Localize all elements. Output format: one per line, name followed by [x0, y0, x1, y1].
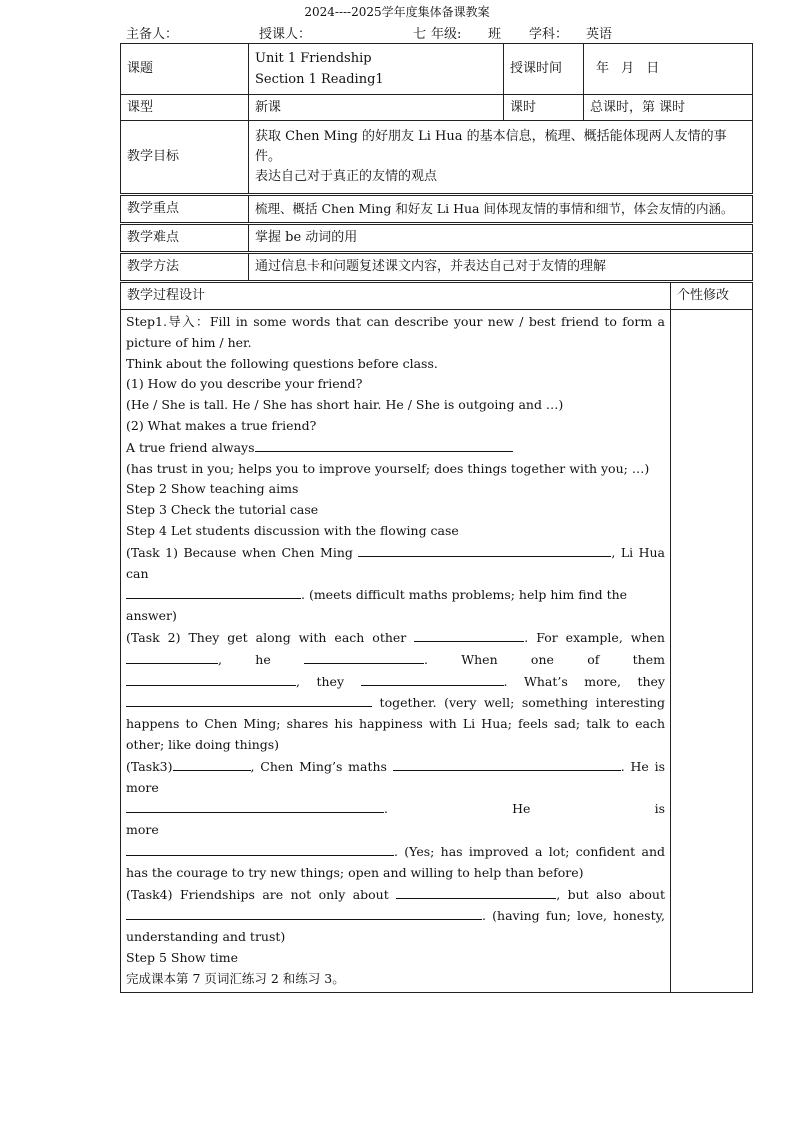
task-2-line-1 — [126, 627, 665, 649]
step-1: Step1.导入：Fill in some words that can describe your new / best friend to form a picture of him / her. — [126, 314, 665, 350]
lesson-plan-table — [120, 43, 753, 993]
task-1-text-a: (Task 1) Because when Chen Ming — [126, 544, 353, 560]
homework: 完成课本第 7 页词汇练习 2 和练习 3。 — [126, 970, 345, 986]
method-value: 通过信息卡和问题复述课文内容，并表达自己对于友情的理解 — [249, 254, 753, 281]
goal-label: 教学目标 — [121, 121, 249, 194]
task-2-line-2 — [126, 649, 665, 671]
task-3-blank-3[interactable] — [126, 798, 384, 813]
task-2-text-b: . For example, when — [524, 629, 665, 645]
task-2-blank-2[interactable] — [126, 649, 218, 664]
grade-label: 年级: — [431, 27, 462, 42]
task-3-text-c: . He is more — [126, 758, 665, 795]
task-3-blank-4[interactable] — [126, 841, 394, 856]
process-content — [121, 310, 671, 993]
task-2-blank-4[interactable] — [126, 671, 296, 686]
step-2: Step 2 Show teaching aims — [126, 481, 299, 497]
step-5: Step 5 Show time — [126, 949, 238, 965]
difficulty-label: 教学难点 — [121, 225, 249, 252]
step-4: Step 4 Let students discussion with the flowing case — [126, 522, 459, 538]
task-3-text-e: . (Yes; has improved a lot; confident and has the courage to try new things; open and willing to help than before) — [126, 843, 665, 880]
task-4-text-a: (Task4) Friendships are not only about — [126, 886, 389, 902]
goal-line-1: 获取 Chen Ming 的好朋友 Li Hua 的基本信息，梳理、概括能体现两人友情的事件。 — [255, 129, 727, 164]
period-value: 总课时，第 课时 — [584, 95, 753, 121]
task-1-blank-2[interactable] — [126, 584, 301, 599]
task-3-text-b: , Chen Ming’s maths — [250, 758, 387, 774]
personal-edit-area[interactable] — [671, 310, 753, 993]
question-1: (1) How do you describe your friend? — [126, 376, 363, 392]
task-4-blank-2[interactable] — [126, 905, 482, 920]
lecturer-label: 授课人： — [259, 27, 312, 42]
task-2-text-d: . When one of them — [424, 651, 665, 667]
preparer-label: 主备人： — [126, 27, 179, 42]
task-3-line-2 — [126, 798, 665, 841]
period-label: 课时 — [504, 95, 584, 121]
grade-number: 七 — [413, 27, 427, 42]
task-3-blank-2[interactable] — [393, 756, 621, 771]
task-3-blank-1[interactable] — [173, 756, 251, 771]
difficulty-row — [121, 225, 753, 252]
task-4-text-c: . (having fun; love, honesty, understanding and trust) — [126, 908, 665, 945]
task-2-text-f: . What’s more, they — [503, 673, 665, 689]
type-row — [121, 95, 753, 121]
process-header-row — [121, 283, 753, 310]
document-title: 2024----2025学年度集体备课教案 — [304, 5, 490, 19]
task-4-blank-1[interactable] — [396, 884, 556, 899]
method-label: 教学方法 — [121, 254, 249, 281]
task-2-text-a: (Task 2) They get along with each other — [126, 629, 407, 645]
task-1-line-1 — [126, 542, 665, 585]
process-row — [121, 310, 753, 993]
class-time-label: 授课时间 — [504, 44, 584, 95]
topic-value — [249, 44, 504, 95]
task-2-blank-5[interactable] — [361, 671, 504, 686]
difficulty-value: 掌握 be 动词的用 — [249, 225, 753, 252]
type-label: 课型 — [121, 95, 249, 121]
think-prompt: Think about the following questions before class. — [126, 355, 438, 371]
task-4-line-1 — [126, 884, 665, 906]
topic-section: Section 1 Reading1 — [255, 72, 384, 87]
process-label: 教学过程设计 — [121, 283, 671, 310]
goal-line-2: 表达自己对于真正的友情的观点 — [255, 169, 438, 184]
task-4-text-b: , but also about — [556, 886, 665, 902]
class-label: 班 — [488, 27, 502, 42]
answer-2 — [126, 437, 665, 459]
task-3-line-1 — [126, 756, 665, 799]
task-2-line-3 — [126, 671, 665, 693]
personal-edit-label: 个性修改 — [671, 283, 753, 310]
step-3: Step 3 Check the tutorial case — [126, 502, 319, 518]
answer-blank[interactable] — [255, 437, 513, 452]
task-2-line-4 — [126, 692, 665, 755]
question-2: (2) What makes a true friend? — [126, 417, 317, 433]
goal-value — [249, 121, 753, 194]
task-1-text-b: , Li Hua can — [126, 544, 665, 581]
header-info — [126, 23, 766, 41]
task-3-line-3 — [126, 841, 665, 884]
task-1-blank-1[interactable] — [358, 542, 611, 557]
goal-row — [121, 121, 753, 194]
key-row — [121, 196, 753, 223]
answer-2-hint: (has trust in you; helps you to improve yourself; does things together with you; …) — [126, 460, 650, 476]
task-2-blank-3[interactable] — [304, 649, 424, 664]
type-value: 新课 — [249, 95, 504, 121]
task-2-blank-1[interactable] — [414, 627, 524, 642]
key-label: 教学重点 — [121, 196, 249, 223]
task-1-line-2 — [126, 584, 665, 627]
task-1-text-c: . (meets difficult maths problems; help him find the answer) — [126, 587, 628, 624]
answer-1: (He / She is tall. He / She has short hair. He / She is outgoing and …) — [126, 397, 564, 413]
task-2-text-e: , they — [296, 673, 345, 689]
topic-unit: Unit 1 Friendship — [255, 51, 372, 66]
task-2-text-g: together. (very well; something interesting happens to Chen Ming; shares his happiness with Li Hua; feels sad; talk to each other; like doing things) — [126, 695, 665, 752]
task-2-text-c: , he — [218, 651, 271, 667]
task-3-text-d: . He is more — [126, 801, 665, 838]
class-time-value: 年 月 日 — [584, 44, 753, 95]
key-value: 梳理、概括 Chen Ming 和好友 Li Hua 间体现友情的事情和细节，体会友情的内涵。 — [249, 196, 753, 223]
topic-row — [121, 44, 753, 95]
task-3-text-a: (Task3) — [126, 758, 173, 774]
task-2-blank-6[interactable] — [126, 692, 372, 707]
topic-label: 课题 — [121, 44, 249, 95]
subject-value: 英语 — [586, 27, 613, 42]
task-4-line-2 — [126, 905, 665, 948]
subject-label: 学科： — [529, 27, 569, 42]
answer-2-prefix: A true friend always — [126, 439, 255, 455]
method-row — [121, 254, 753, 281]
